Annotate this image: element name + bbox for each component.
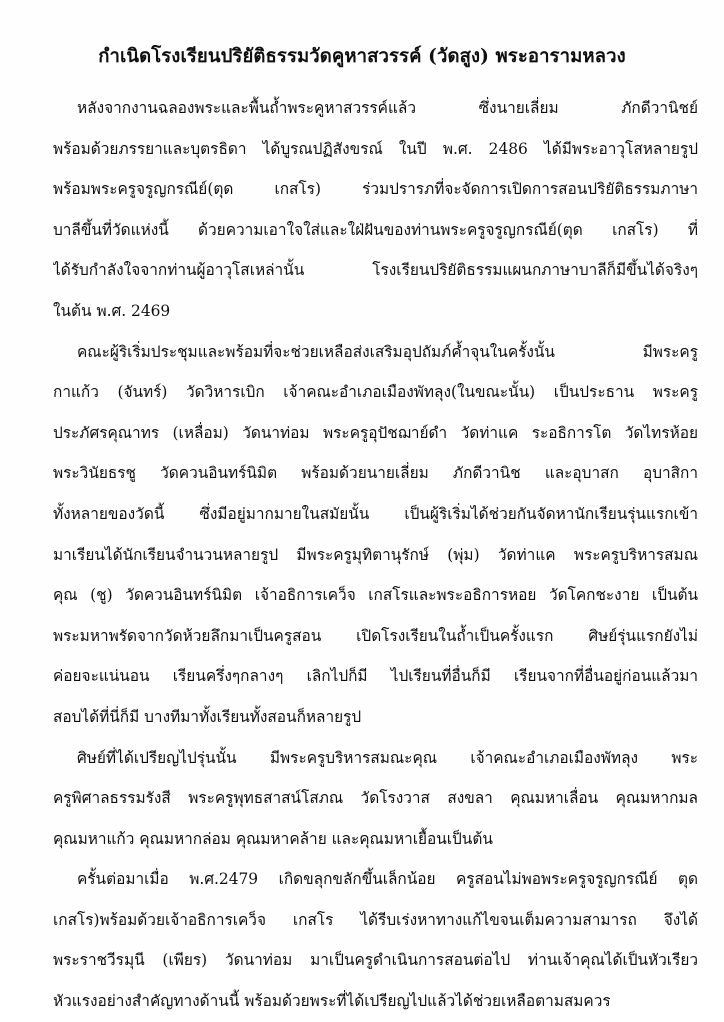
text-line: คุณมหาแก้ว คุณมหากล่อม คุณมหาคล้าย และคุณมหาเยื้อนเป็นต้น — [53, 829, 493, 848]
text-line: ประภัศรคุณาทร (เหลื่อม) วัดนาท่อม พระครูอุปัชฌาย์ดำ วัดท่าแค ระอธิการโต วัดไทรห้อย — [53, 423, 698, 442]
text-line: พร้อมพระครูจรูญกรณีย์(ตุด เกสโร) ร่วมปรารภที่จะจัดการเปิดการสอนปริยัติธรรมภาษา — [53, 180, 698, 199]
text-line: ค่อยจะแน่นอน เรียนครึ่งๆกลางๆ เลิกไปก็มี ไปเรียนที่อื่นก็มี เรียนจากที่อื่นอยู่ก่อนแล้วมา — [53, 667, 698, 686]
paragraph-3 — [53, 738, 698, 860]
text-line: พระมหาพรัดจากวัดห้วยลึกมาเป็นครูสอน เปิดโรงเรียนในถ้ำเป็นครั้งแรก ศิษย์รุ่นแรกยังไม่ — [53, 626, 698, 645]
text-line: ครูพิศาลธรรมรังสี พระครูพุทธสาสน์โสภณ วัดโรงวาส สงขลา คุณมหาเลื่อน คุณมหากมล — [53, 789, 698, 808]
text-line: เกสโร)พร้อมด้วยเจ้าอธิการเคว็จ เกสโร ได้รีบเร่งหาทางแก้ไขจนเต็มความสามารถ จึงได้ — [53, 910, 698, 929]
paragraph-2 — [53, 332, 698, 738]
text-line: ครั้นต่อมาเมื่อ พ.ศ.2479 เกิดขลุกขลักขึ้นเล็กน้อย ครูสอนไม่พอพระครูจรูญกรณีย์ ตุด — [77, 870, 698, 889]
text-line: ทั้งหลายของวัดนี้ ซึ่งมีอยู่มากมายในสมัยนั้น เป็นผู้ริเริ่มได้ช่วยกันจัดหานักเรียนรุ่นแรกเข้า — [53, 504, 698, 523]
text-line: หลังจากงานฉลองพระและพื้นถ้ำพระคูหาสวรรค์แล้ว ซึ่งนายเลี่ยม ภักดีวานิชย์ — [77, 99, 698, 117]
text-line: คณะผู้ริเริ่มประชุมและพร้อมที่จะช่วยเหลือส่งเสริมอุปถัมภ์ค้ำจุนในครั้งนั้น มีพระครู — [77, 342, 698, 361]
text-line: คุณ (ชู) วัดควนอินทร์นิมิต เจ้าอธิการเคว็จ เกสโรและพระอธิการหอย วัดโคกชะงาย เป็นต้น — [53, 586, 698, 605]
text-line: หัวแรงอย่างสำคัญทางด้านนี้ พร้อมด้วยพระที่ได้เปรียญไปแล้วได้ช่วยเหลือตามสมควร — [53, 992, 611, 1011]
text-line: พร้อมด้วยภรรยาและบุตรธิดา ได้บูรณปฏิสังขรณ์ ในปี พ.ศ. 2486 ได้มีพระอาวุโสหลายรูป — [53, 139, 698, 158]
paragraph-1 — [53, 88, 698, 332]
text-line: มาเรียนได้นักเรียนจำนวนหลายรูป มีพระครูมุทิตานุรักษ์ (พุ่ม) วัดท่าแค พระครูบริหารสมณ — [53, 545, 698, 564]
text-line: ศิษย์ที่ได้เปรียญไปรุ่นนั้น มีพระครูบริหารสมณะคุณ เจ้าคณะอำเภอเมืองพัทลุง พระ — [77, 748, 698, 767]
text-line: ในต้น พ.ศ. 2469 — [53, 301, 171, 320]
text-line: ได้รับกำลังใจจากท่านผู้อาวุโสเหล่านั้น โรงเรียนปริยัติธรรมแผนกภาษาบาลีก็มีขึ้นได้จริงๆ — [53, 261, 698, 280]
text-line: พระราชวีรมุนี (เพียร) วัดนาท่อม มาเป็นครูดำเนินการสอนต่อไป ท่านเจ้าคุณได้เป็นหัวเรียว — [53, 951, 698, 970]
text-line: สอบได้ที่นี่ก็มี บางทีมาทั้งเรียนทั้งสอนก็หลายรูป — [53, 707, 362, 726]
text-line: บาลีขึ้นที่วัดแห่งนี้ ด้วยความเอาใจใส่และใฝ่ฝันของท่านพระครูจรูญกรณีย์(ตุด เกสโร) ที่ — [53, 220, 698, 239]
text-line: พระวินัยธรชู วัดควนอินทร์นิมิต พร้อมด้วยนายเลี่ยม ภักดีวานิช และอุบาสก อุบาสิกา — [53, 464, 698, 483]
paragraph-4 — [53, 859, 698, 1021]
document-body — [53, 88, 698, 1022]
document-title: กำเนิดโรงเรียนปริยัติธรรมวัดคูหาสวรรค์ (วัดสูง) พระอารามหลวง — [98, 46, 626, 67]
text-line: กาแก้ว (จันทร์) วัดวิหารเบิก เจ้าคณะอำเภอเมืองพัทลุง(ในขณะนั้น) เป็นประธาน พระครู — [53, 383, 698, 402]
